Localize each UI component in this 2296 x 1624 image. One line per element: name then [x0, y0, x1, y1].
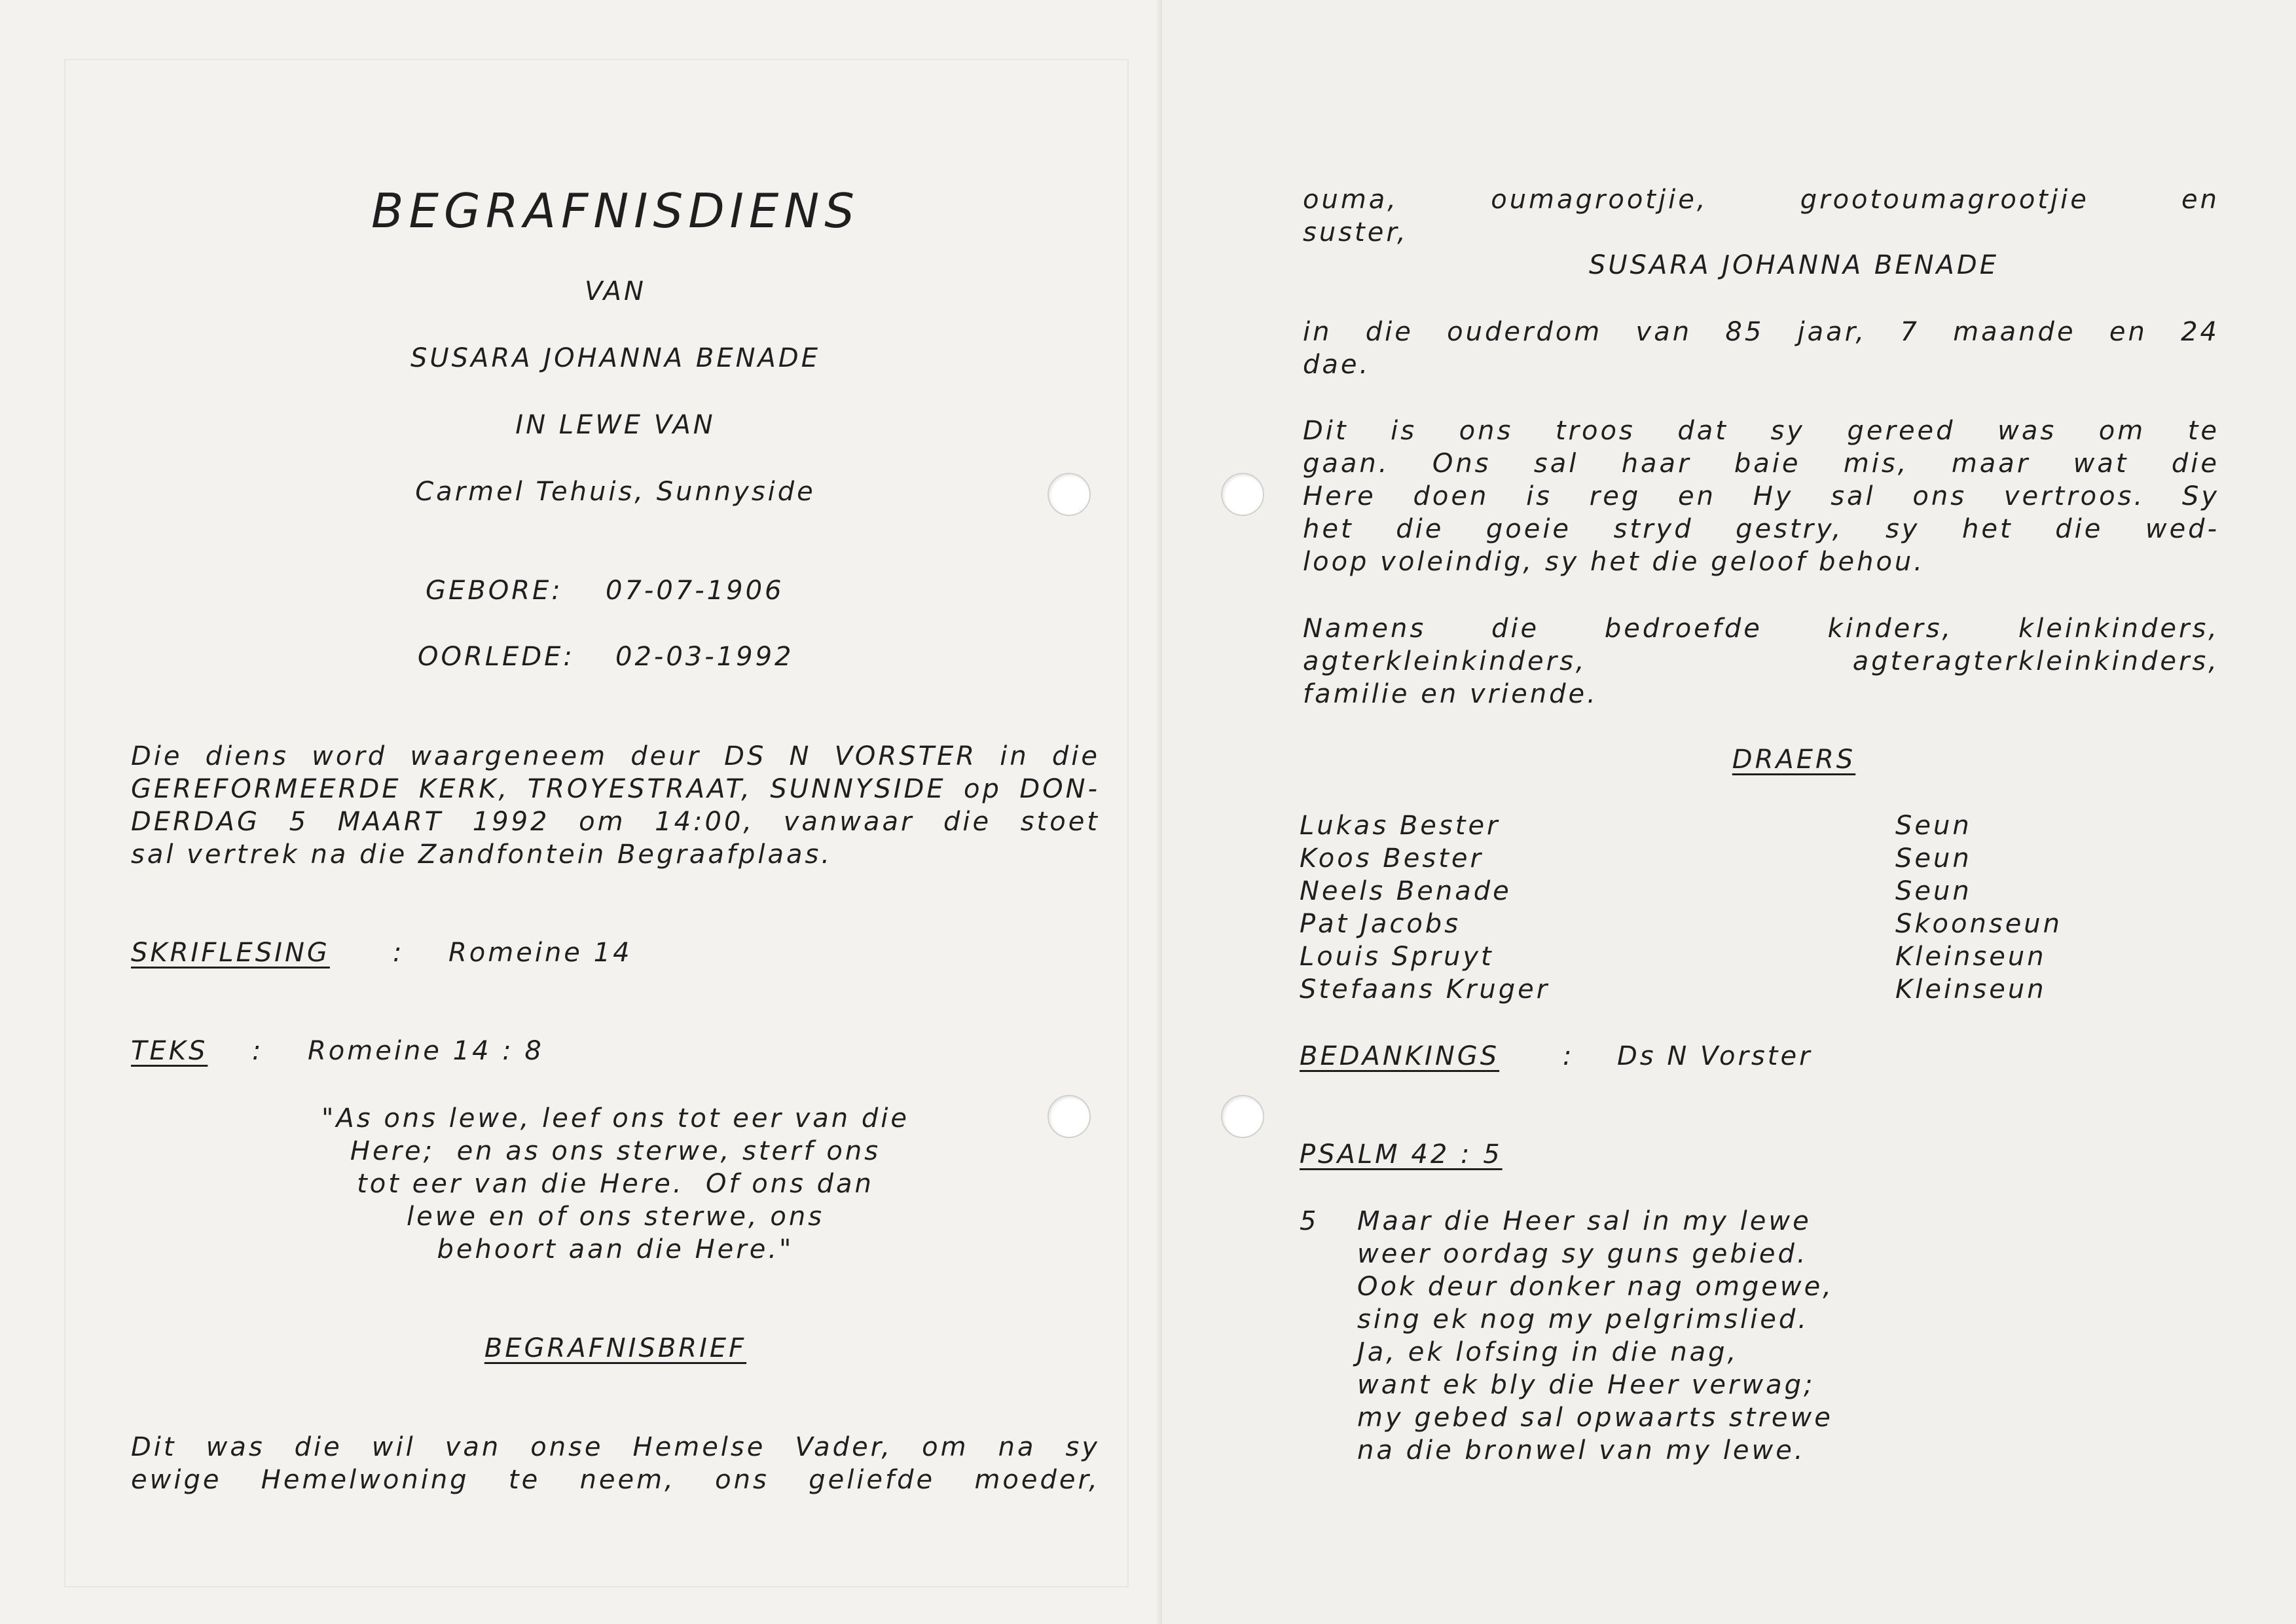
comfort-line: Here doen is reg en Hy sal ons vertroos. Sy — [1303, 481, 2219, 511]
comfort-line: loop voleindig, sy het die geloof behou. — [1303, 547, 1925, 577]
letter-line: ewige Hemelwoning te neem, ons geliefde moeder, — [131, 1465, 1100, 1495]
service-line: Die diens word waargeneem deur DS N VORSTER in die — [131, 741, 1100, 771]
punch-hole — [1048, 1095, 1091, 1138]
psalm-line: Ook deur donker nag omgewe, — [1357, 1272, 1834, 1302]
intro-line: ouma, oumagrootjie, grootoumagrootjie en — [1303, 185, 2219, 215]
punch-hole — [1221, 473, 1264, 516]
bearer-relation: Seun — [1895, 811, 1972, 841]
family-line: familie en vriende. — [1303, 679, 1598, 709]
service-line: DERDAG 5 MAART 1992 om 14:00, vanwaar die stoet — [131, 807, 1100, 837]
reading-separator: : — [393, 938, 405, 968]
thanks-value: Ds N Vorster — [1617, 1041, 1813, 1071]
psalm-line: Ja, ek lofsing in die nag, — [1357, 1337, 1739, 1367]
deceased-name: SUSARA JOHANNA BENADE — [410, 343, 820, 373]
died-label: OORLEDE: — [418, 642, 575, 672]
psalm-line: sing ek nog my pelgrimslied. — [1357, 1304, 1809, 1335]
psalm-line: weer oordag sy guns gebied. — [1357, 1239, 1808, 1269]
bearer-relation: Kleinseun — [1895, 942, 2047, 972]
quote-line: behoort aan die Here." — [437, 1234, 794, 1264]
bearer-relation: Seun — [1895, 843, 1972, 874]
comfort-line: Dit is ons troos dat sy gereed was om te — [1303, 416, 2219, 446]
bearer-name: Neels Benade — [1300, 876, 1512, 906]
quote-line: lewe en of ons sterwe, ons — [406, 1202, 825, 1232]
psalm-line: want ek bly die Heer verwag; — [1357, 1370, 1815, 1400]
quote-line: Here; en as ons sterwe, sterf ons — [350, 1136, 881, 1166]
document-title: BEGRAFNISDIENS — [371, 183, 860, 238]
in-lewe-van-label: IN LEWE VAN — [515, 410, 716, 440]
bearer-relation: Skoonseun — [1895, 909, 2063, 939]
family-line: agterkleinkinders, agteragterkleinkinders, — [1303, 646, 2219, 676]
bearers-heading: DRAERS — [1732, 745, 1856, 775]
thanks-separator: : — [1563, 1041, 1575, 1071]
deceased-name-repeat: SUSARA JOHANNA BENADE — [1588, 250, 1999, 280]
residence: Carmel Tehuis, Sunnyside — [415, 477, 816, 507]
punch-hole — [1221, 1095, 1264, 1138]
quote-line: tot eer van die Here. Of ons dan — [357, 1169, 874, 1199]
van-label: VAN — [585, 276, 646, 306]
reading-value: Romeine 14 — [448, 938, 632, 968]
bearer-name: Louis Spruyt — [1300, 942, 1494, 972]
bearer-name: Stefaans Kruger — [1300, 974, 1550, 1005]
comfort-line: gaan. Ons sal haar baie mis, maar wat die — [1303, 449, 2219, 479]
age-line: dae. — [1303, 350, 1371, 380]
thanks-label: BEDANKINGS — [1300, 1041, 1500, 1071]
reading-label: SKRIFLESING — [131, 938, 330, 968]
text-separator: : — [252, 1036, 264, 1066]
psalm-line: Maar die Heer sal in my lewe — [1357, 1206, 1812, 1236]
age-line: in die ouderdom van 85 jaar, 7 maande en 24 — [1303, 317, 2219, 347]
bearer-relation: Seun — [1895, 876, 1972, 906]
psalm-verse-number: 5 — [1300, 1206, 1319, 1236]
intro-line: suster, — [1303, 217, 1408, 248]
quote-line: "As ons lewe, leef ons tot eer van die — [321, 1103, 909, 1134]
comfort-line: het die goeie stryd gestry, sy het die wed- — [1303, 514, 2219, 544]
bearer-name: Lukas Bester — [1300, 811, 1501, 841]
family-line: Namens die bedroefde kinders, kleinkinders, — [1303, 614, 2219, 644]
text-label: TEKS — [131, 1036, 208, 1066]
bearer-name: Koos Bester — [1300, 843, 1484, 874]
text-value: Romeine 14 : 8 — [308, 1036, 544, 1066]
born-label: GEBORE: — [426, 576, 563, 606]
psalm-line: na die bronwel van my lewe. — [1357, 1435, 1806, 1466]
psalm-heading: PSALM 42 : 5 — [1300, 1139, 1503, 1170]
psalm-line: my gebed sal opwaarts strewe — [1357, 1403, 1833, 1433]
died-date: 02-03-1992 — [615, 642, 794, 672]
born-date: 07-07-1906 — [606, 576, 784, 606]
letter-heading: BEGRAFNISBRIEF — [484, 1333, 747, 1363]
bearer-name: Pat Jacobs — [1300, 909, 1461, 939]
punch-hole — [1048, 473, 1091, 516]
letter-line: Dit was die wil van onse Hemelse Vader, om na sy — [131, 1432, 1100, 1462]
right-page — [1162, 0, 2296, 1624]
bearer-relation: Kleinseun — [1895, 974, 2047, 1005]
service-line: sal vertrek na die Zandfontein Begraafplaas. — [131, 840, 833, 870]
service-line: GEREFORMEERDE KERK, TROYESTRAAT, SUNNYSIDE op DON- — [131, 774, 1100, 804]
